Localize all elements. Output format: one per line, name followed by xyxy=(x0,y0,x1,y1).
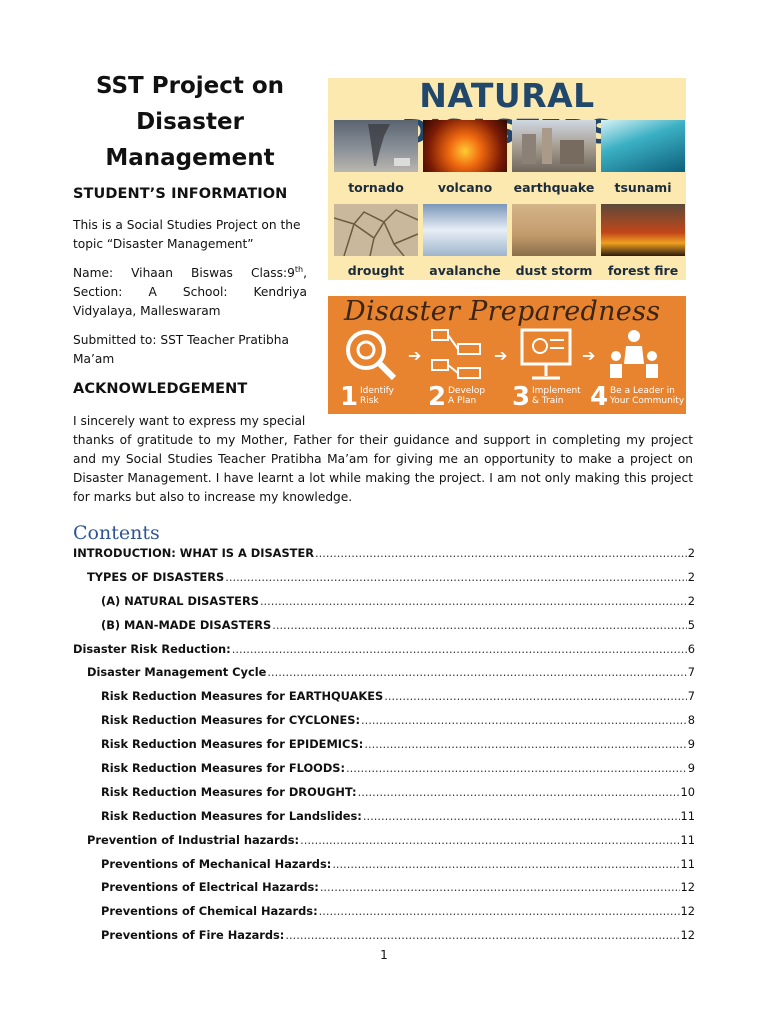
toc-entry-title: Risk Reduction Measures for EARTHQUAKES xyxy=(101,689,384,704)
leader-icon xyxy=(604,326,664,382)
toc-leader-dots xyxy=(300,833,679,847)
step-2-number: 2 xyxy=(428,382,447,412)
step-3-text: Implement & Train xyxy=(532,386,581,406)
toc-entry[interactable] xyxy=(73,904,695,928)
toc-entry-page: 9 xyxy=(687,737,695,752)
toc-entry[interactable] xyxy=(73,618,695,642)
toc-entry[interactable] xyxy=(73,833,695,857)
step-1-number: 1 xyxy=(340,382,359,412)
submitted-to: Submitted to: SST Teacher Pratibha Ma’am xyxy=(73,333,289,366)
toc-entry-title: TYPES OF DISASTERS xyxy=(87,569,225,584)
toc-entry[interactable] xyxy=(73,689,695,713)
preparedness-title: Disaster Preparedness xyxy=(344,296,661,327)
toc-entry-title: Risk Reduction Measures for DROUGHT: xyxy=(101,784,357,799)
rubble-icon xyxy=(512,120,596,172)
toc-entry-page: 8 xyxy=(687,713,695,728)
toc-entry-title: Risk Reduction Measures for CYCLONES: xyxy=(101,713,361,728)
tornado-icon xyxy=(334,120,418,172)
toc-leader-dots xyxy=(384,689,687,703)
toc-leader-dots xyxy=(346,761,687,775)
flowchart-icon xyxy=(428,326,488,382)
student-info-heading: STUDENT’S INFORMATION xyxy=(73,186,288,202)
disaster-preparedness-image xyxy=(328,296,686,414)
student-intro: This is a Social Studies Project on the topic “Disaster Management” xyxy=(73,218,301,251)
toc-leader-dots xyxy=(232,642,687,656)
toc-entry[interactable] xyxy=(73,857,695,881)
toc-leader-dots xyxy=(364,737,686,751)
natural-disasters-title: NATURAL xyxy=(419,78,595,115)
toc-entry-title: Disaster Risk Reduction: xyxy=(73,641,231,656)
toc-entry[interactable] xyxy=(73,880,695,904)
toc-leader-dots xyxy=(320,880,680,894)
toc-entry[interactable] xyxy=(73,546,695,570)
toc-leader-dots xyxy=(285,928,679,942)
toc-entry[interactable] xyxy=(73,785,695,809)
toc-entry-page: 9 xyxy=(687,761,695,776)
toc-entry-title: (B) MAN-MADE DISASTERS xyxy=(101,617,272,632)
toc-leader-dots xyxy=(260,594,687,608)
toc-entry-page: 12 xyxy=(680,904,695,919)
dust-storm-label: dust storm xyxy=(515,263,593,278)
toc-leader-dots xyxy=(361,713,687,727)
presentation-board-icon xyxy=(516,326,576,382)
drought-label: drought xyxy=(347,263,405,278)
toc-entry-page: 2 xyxy=(687,569,695,584)
avalanche-photo xyxy=(423,204,507,256)
toc-entry-title: Preventions of Chemical Hazards: xyxy=(101,904,318,919)
toc-entry-page: 2 xyxy=(687,546,695,560)
toc-entry-title: Disaster Management Cycle xyxy=(87,665,267,680)
page-number: 1 xyxy=(380,948,388,962)
acknowledgement-first-line: I sincerely want to express my special xyxy=(73,414,306,428)
toc-entry-page: 11 xyxy=(680,832,695,847)
page-title: SST Project on Disaster Management xyxy=(95,73,285,171)
toc-entry[interactable] xyxy=(73,809,695,833)
tornado-label: tornado xyxy=(348,180,404,195)
arrow-right-icon: ➔ xyxy=(582,348,596,365)
toc-leader-dots xyxy=(315,546,687,560)
step-2-text: Develop A Plan xyxy=(448,386,486,406)
toc-leader-dots xyxy=(225,570,687,584)
dust-storm-photo xyxy=(512,204,596,256)
toc-entry-title: Risk Reduction Measures for EPIDEMICS: xyxy=(101,737,364,752)
toc-entry-title: Preventions of Fire Hazards: xyxy=(101,928,285,943)
volcano-photo xyxy=(423,120,507,172)
toc-entry-title: INTRODUCTION: WHAT IS A DISASTER xyxy=(73,546,314,560)
acknowledgement-heading: ACKNOWLEDGEMENT xyxy=(73,381,248,397)
toc-entry[interactable] xyxy=(73,594,695,618)
toc-leader-dots xyxy=(267,665,686,679)
toc-entry-page: 6 xyxy=(687,641,695,656)
table-of-contents xyxy=(73,546,695,952)
toc-heading: Contents xyxy=(73,522,160,544)
student-details: Name: Vihaan Biswas Class:9th, Section: A School: Kendriya Vidyalaya, Malleswaram xyxy=(73,264,307,318)
toc-entry-page: 7 xyxy=(687,689,695,704)
toc-leader-dots xyxy=(319,904,680,918)
step-3-number: 3 xyxy=(512,382,531,412)
toc-entry-title: (A) NATURAL DISASTERS xyxy=(101,593,259,608)
toc-entry[interactable] xyxy=(73,642,695,666)
toc-entry-page: 12 xyxy=(680,880,695,895)
toc-leader-dots xyxy=(272,618,686,632)
toc-entry-page: 10 xyxy=(680,784,695,799)
toc-leader-dots xyxy=(332,857,679,871)
earthquake-label: earthquake xyxy=(513,180,595,195)
volcano-label: volcano xyxy=(437,180,493,195)
tsunami-photo xyxy=(601,120,685,172)
forest-fire-label: forest fire xyxy=(607,263,679,278)
step-4-text: Be a Leader in Your Community xyxy=(610,386,685,406)
toc-entry-title: Risk Reduction Measures for FLOODS: xyxy=(101,761,346,776)
step-4-number: 4 xyxy=(590,382,609,412)
toc-leader-dots xyxy=(358,785,680,799)
avalanche-label: avalanche xyxy=(429,263,501,278)
earthquake-photo xyxy=(512,120,596,172)
toc-entry-page: 11 xyxy=(680,856,695,871)
toc-entry-page: 5 xyxy=(687,617,695,632)
drought-photo xyxy=(334,204,418,256)
forest-fire-photo xyxy=(601,204,685,256)
acknowledgement-body: thanks of gratitude to my Mother, Father for their guidance and support in completing my project and my Social Studies Teacher Pratibha Ma’am for giving me an opportunity to make a project on Disaster Management. I have learnt a lot while making the project. I am not only making this project for marks but also to increase my knowledge. xyxy=(73,433,693,504)
step-1-text: Identify Risk xyxy=(360,386,394,406)
toc-entry-title: Risk Reduction Measures for Landslides: xyxy=(101,808,362,823)
toc-entry-page: 11 xyxy=(680,808,695,823)
tsunami-label: tsunami xyxy=(614,180,672,195)
toc-entry-page: 7 xyxy=(687,665,695,680)
tornado-photo xyxy=(334,120,418,172)
arrow-right-icon: ➔ xyxy=(408,348,422,365)
toc-entry[interactable] xyxy=(73,570,695,594)
arrow-right-icon: ➔ xyxy=(494,348,508,365)
toc-entry-page: 12 xyxy=(680,928,695,943)
magnifier-icon xyxy=(340,326,400,382)
cracked-earth-icon xyxy=(334,204,418,256)
toc-entry-title: Preventions of Mechanical Hazards: xyxy=(101,856,332,871)
natural-disasters-image xyxy=(328,78,686,280)
toc-entry-title: Preventions of Electrical Hazards: xyxy=(101,880,319,895)
toc-entry[interactable] xyxy=(73,713,695,737)
toc-entry[interactable] xyxy=(73,665,695,689)
toc-entry[interactable] xyxy=(73,761,695,785)
toc-entry-page: 2 xyxy=(687,593,695,608)
toc-entry-title: Prevention of Industrial hazards: xyxy=(87,832,300,847)
toc-entry[interactable] xyxy=(73,737,695,761)
toc-leader-dots xyxy=(363,809,680,823)
